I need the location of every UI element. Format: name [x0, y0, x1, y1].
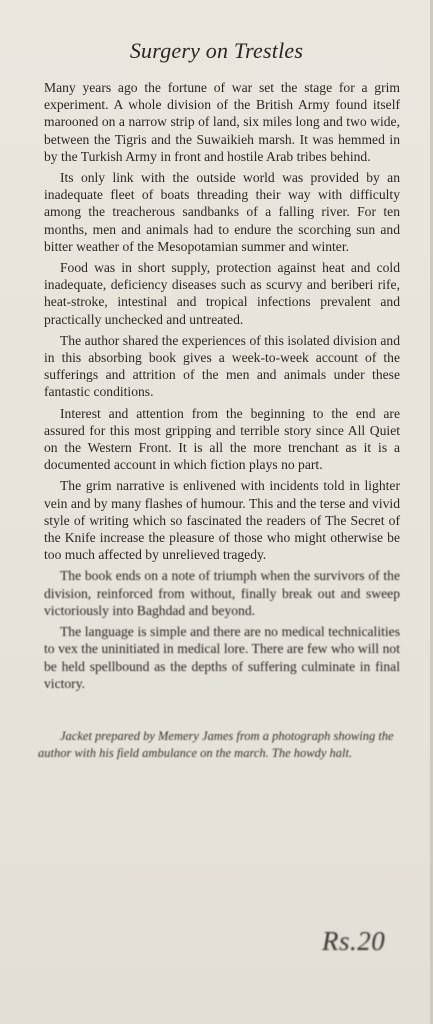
paragraph: Interest and attention from the beginning to the end are assured for this most gripping and terrible story since All Quiet on the Western Front. It is all the more trenchant as it is a documented account in which fiction plays no part. [44, 405, 400, 473]
credit-text: Jacket prepared by Memery James from a photograph showing the author with his field ambulance on the march. The howdy halt. [38, 729, 394, 760]
paragraph: The language is simple and there are no medical technicalities to vex the uninitiated in medical lore. There are few who will not be held spellbound as the depths of suffering culminate in final victory. [44, 624, 400, 691]
page-title: Surgery on Trestles [129, 38, 304, 63]
paragraph: Food was in short supply, protection against heat and cold inadequate, deficiency diseases such as scurvy and beriberi rife, heat-stroke, intestinal and tropical infections prevalent and practically unchecked and untreated. [44, 260, 400, 327]
jacket-credit [38, 728, 402, 762]
paragraph: The grim narrative is enlivened with incidents told in lighter vein and by many flashes of humour. This and the terse and vivid style of writing which so fascinated the readers of The Secret of the Knife increase the pleasure of those who might otherwise be too much affected by unrelieved tragedy. [44, 478, 400, 563]
paragraph: The author shared the experiences of this isolated division and in this absorbing book gives a week-to-week account of the sufferings and attrition of the men and animals under these fantastic conditions. [44, 332, 400, 400]
blurb-body [44, 79, 400, 696]
price-label: Rs.20 [322, 926, 386, 956]
paragraph: Many years ago the fortune of war set the stage for a grim experiment. A whole division of the British Army found itself marooned on a narrow strip of land, six miles long and two wide, between the Tigris and the Suwaikieh marsh. It was hemmed in by the Turkish Army in front and hostile Arab tribes behind. [44, 80, 400, 164]
paragraph: The book ends on a note of triumph when the survivors of the division, reinforced from without, finally break out and sweep victoriously into Baghdad and beyond. [44, 568, 400, 618]
paragraph: Its only link with the outside world was provided by an inadequate fleet of boats threading their way with difficulty among the treacherous sandbanks of a falling river. For ten months, men and animals had to endure the scorching sun and bitter weather of the Mesopotamian summer and winter. [44, 170, 400, 254]
